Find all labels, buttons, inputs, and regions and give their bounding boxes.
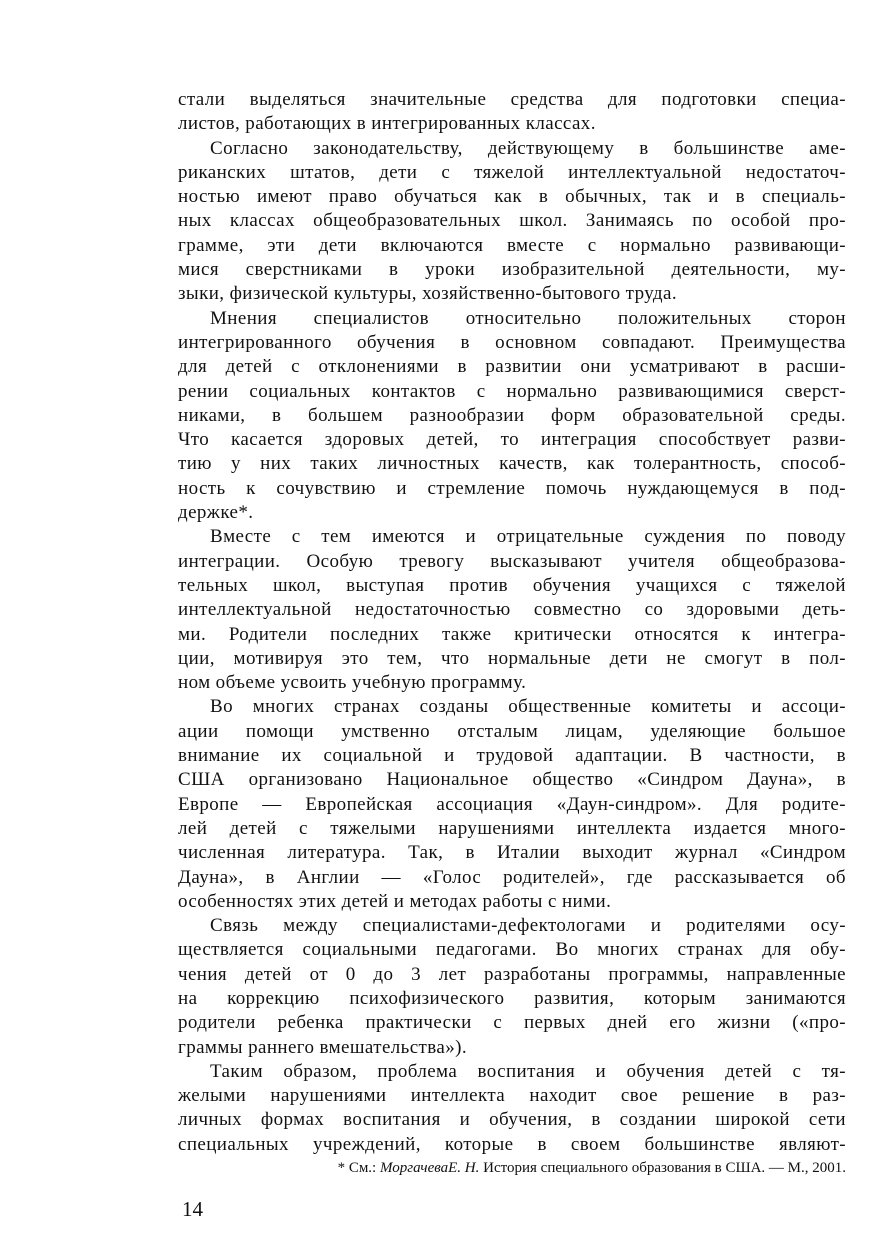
- text-line: грамме, эти дети включаются вместе с нормально развивающи-: [178, 234, 846, 256]
- paragraph: [178, 307, 846, 526]
- text-line: Таким образом, проблема воспитания и обучения детей с тя-: [210, 1060, 846, 1082]
- text-line: тию у них таких личностных качеств, как толерантность, способ-: [178, 453, 846, 475]
- paragraph: [178, 914, 846, 1060]
- text-line: граммы раннего вмешательства»).: [178, 1036, 467, 1058]
- text-line: интеллектуальной недостаточностью совместно со здоровыми деть-: [178, 599, 846, 621]
- text-line: зыки, физической культуры, хозяйственно-бытового труда.: [178, 283, 677, 305]
- text-line: ции, мотивируя это тем, что нормальные дети не смогут в пол-: [178, 647, 846, 669]
- text-line: Связь между специалистами-дефектологами и родителями осу-: [210, 915, 846, 937]
- paragraph: [178, 1060, 846, 1157]
- text-line: Мнения специалистов относительно положительных сторон: [210, 307, 846, 329]
- text-line: ном объеме усвоить учебную программу.: [178, 672, 527, 694]
- paragraph: [178, 525, 846, 695]
- text-line: чения детей от 0 до 3 лет разработаны программы, направленные: [178, 963, 846, 985]
- text-line: интеграции. Особую тревогу высказывают учителя общеобразова-: [178, 550, 846, 572]
- text-line: Согласно законодательству, действующему в большинстве аме-: [210, 137, 846, 159]
- text-line: ность к сочувствию и стремление помочь нуждающемуся в под-: [178, 477, 846, 499]
- text-line: держке*.: [178, 502, 254, 524]
- text-line: ных классах общеобразовательных школ. Занимаясь по особой про-: [178, 210, 846, 232]
- footnote-author: МоргачеваЕ. Н.: [379, 1160, 480, 1176]
- text-line: мися сверстниками в уроки изобразительной деятельности, му-: [178, 259, 846, 281]
- text-line: Дауна», в Англии — «Голос родителей», где рассказывается об: [178, 866, 846, 888]
- text-line: специальных учреждений, которые в своем большинстве являют-: [178, 1133, 846, 1155]
- text-line: Вместе с тем имеются и отрицательные суждения по поводу: [210, 526, 846, 548]
- text-line: родители ребенка практически с первых дней его жизни («про-: [178, 1012, 846, 1034]
- text-line: на коррекцию психофизического развития, которым занимаются: [178, 987, 846, 1009]
- text-line: желыми нарушениями интеллекта находит свое решение в раз-: [178, 1085, 846, 1107]
- text-line: для детей с отклонениями в развитии они усматривают в расши-: [178, 356, 846, 378]
- footnote-prefix: * См.:: [337, 1160, 380, 1176]
- text-line: личных формах воспитания и обучения, в создании широкой сети: [178, 1109, 846, 1131]
- text-line: ми. Родители последних также критически относятся к интегра-: [178, 623, 846, 645]
- text-line: риканских штатов, дети с тяжелой интеллектуальной недостаточ-: [178, 161, 846, 183]
- body-text: [178, 88, 846, 1157]
- text-line: Во многих странах созданы общественные комитеты и ассоци-: [210, 696, 846, 718]
- text-line: Европе — Европейская ассоциация «Даун-синдром». Для родите-: [178, 793, 846, 815]
- text-line: листов, работающих в интегрированных классах.: [178, 113, 596, 135]
- text-line: численная литература. Так, в Италии выходит журнал «Синдром: [178, 842, 846, 864]
- text-line: тельных школ, выступая против обучения учащихся с тяжелой: [178, 574, 846, 596]
- footnote: [178, 1160, 846, 1177]
- footnote-reference: История специального образования в США. — М., 2001.: [479, 1160, 846, 1176]
- paragraph: [178, 88, 846, 137]
- text-line: интегрированного обучения в основном совпадают. Преимущества: [178, 331, 846, 353]
- paragraph: [178, 695, 846, 914]
- text-line: Что касается здоровых детей, то интеграция способствует разви-: [178, 429, 846, 451]
- text-line: никами, в большем разнообразии форм образовательной среды.: [178, 404, 846, 426]
- text-line: особенностях этих детей и методах работы с ними.: [178, 890, 612, 912]
- text-line: ностью имеют право обучаться как в обычных, так и в специаль-: [178, 186, 846, 208]
- text-line: рении социальных контактов с нормально развивающимися сверст-: [178, 380, 846, 402]
- page-number: 14: [182, 1197, 203, 1221]
- text-line: внимание их социальной и трудовой адаптации. В частности, в: [178, 745, 846, 767]
- paragraph: [178, 137, 846, 307]
- text-line: США организовано Национальное общество «Синдром Дауна», в: [178, 769, 846, 791]
- text-line: ации помощи умственно отсталым лицам, уделяющие большое: [178, 720, 846, 742]
- text-line: лей детей с тяжелыми нарушениями интеллекта издается много-: [178, 817, 846, 839]
- text-line: ществляется социальными педагогами. Во многих странах для обу-: [178, 939, 846, 961]
- text-line: стали выделяться значительные средства для подготовки специа-: [178, 89, 846, 110]
